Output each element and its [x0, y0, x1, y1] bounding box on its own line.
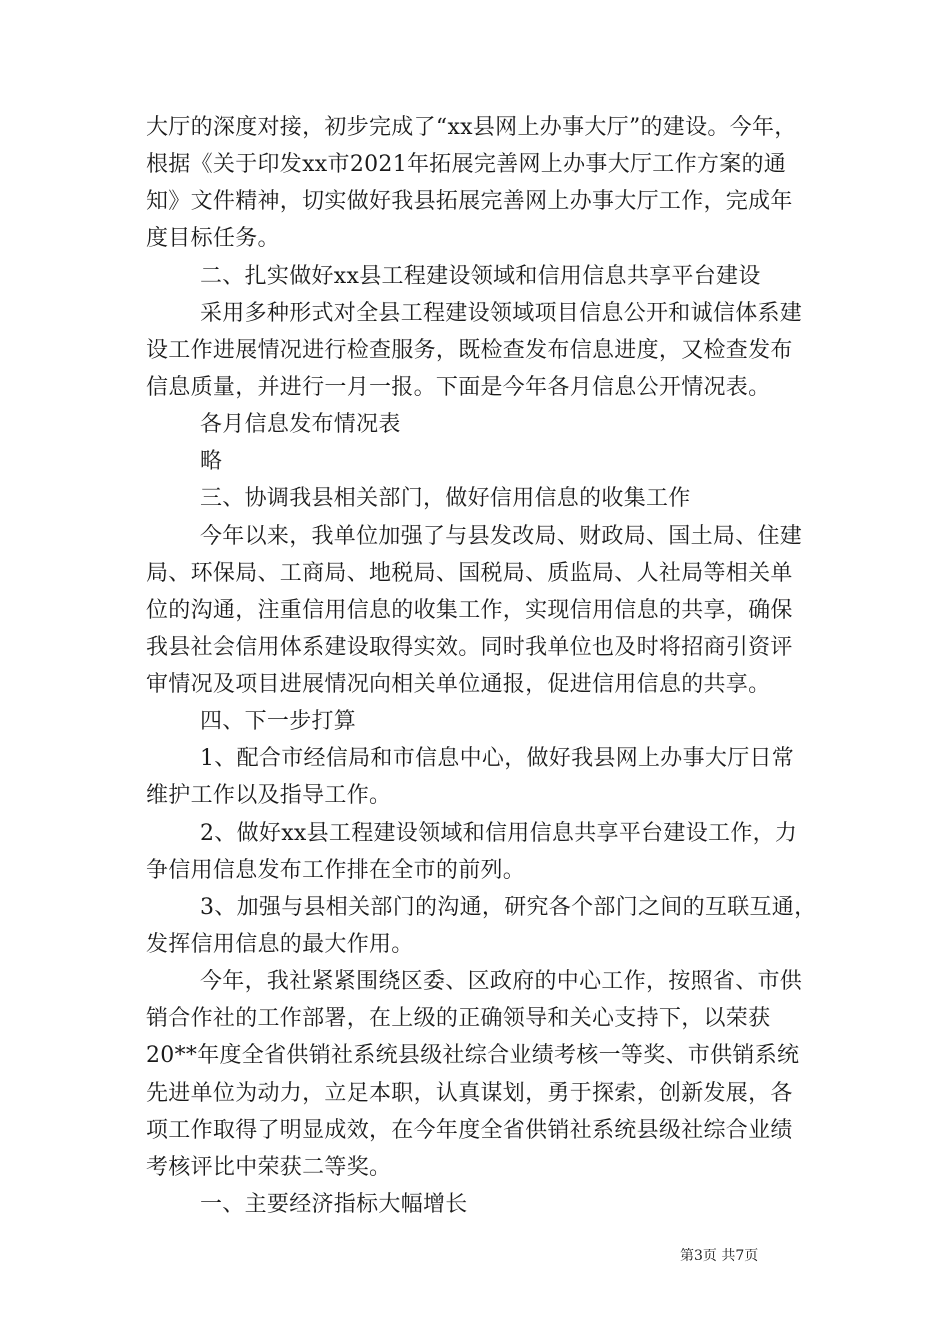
table-omitted-note: 略 — [200, 449, 223, 474]
body-text-line: 销合作社的工作部署，在上级的正确领导和关心支持下，以荣获 — [146, 1006, 771, 1031]
list-item-1: 1、配合市经信局和市信息中心，做好我县网上办事大厅日常 — [200, 746, 795, 771]
body-text-line: 今年，我社紧紧围绕区委、区政府的中心工作，按照省、市供 — [200, 969, 803, 994]
body-text-line: 位的沟通，注重信用信息的收集工作，实现信用信息的共享，确保 — [146, 598, 793, 623]
section-heading-3: 三、协调我县相关部门，做好信用信息的收集工作 — [200, 486, 691, 511]
body-text-line: 我县社会信用体系建设取得实效。同时我单位也及时将招商引资评 — [146, 635, 793, 660]
body-text-line: 大厅的深度对接，初步完成了“xx县网上办事大厅”的建设。今年， — [146, 115, 797, 140]
body-text-line: 局、环保局、工商局、地税局、国税局、质监局、人社局等相关单 — [146, 561, 793, 586]
body-text-line: 争信用信息发布工作排在全市的前列。 — [146, 858, 526, 883]
page-number-footer: 第3页 共7页 — [680, 1248, 759, 1264]
body-text-line: 知》文件精神，切实做好我县拓展完善网上办事大厅工作，完成年 — [146, 189, 793, 214]
table-caption: 各月信息发布情况表 — [200, 412, 401, 437]
body-text-line: 根据《关于印发xx市2021年拓展完善网上办事大厅工作方案的通 — [146, 152, 787, 177]
list-item-2: 2、做好xx县工程建设领域和信用信息共享平台建设工作，力 — [200, 821, 798, 846]
body-text-line: 先进单位为动力，立足本职，认真谋划，勇于探索，创新发展，各 — [146, 1081, 793, 1106]
list-item-3: 3、加强与县相关部门的沟通，研究各个部门之间的互联互通， — [200, 895, 817, 920]
body-text-line: 20**年度全省供销社系统县级社综合业绩考核一等奖、市供销系统 — [146, 1043, 800, 1068]
section-heading-2: 二、扎实做好xx县工程建设领域和信用信息共享平台建设 — [200, 264, 761, 289]
section-heading-1: 一、主要经济指标大幅增长 — [200, 1192, 468, 1217]
body-text-line: 设工作进展情况进行检查服务，既检查发布信息进度，又检查发布 — [146, 338, 793, 363]
body-text-line: 维护工作以及指导工作。 — [146, 783, 392, 808]
body-text-line: 信息质量，并进行一月一报。下面是今年各月信息公开情况表。 — [146, 375, 771, 400]
body-text-line: 项工作取得了明显成效，在今年度全省供销社系统县级社综合业绩 — [146, 1118, 793, 1143]
body-text-line: 审情况及项目进展情况向相关单位通报，促进信用信息的共享。 — [146, 672, 771, 697]
body-text-line: 度目标任务。 — [146, 226, 280, 251]
body-text-line: 发挥信用信息的最大作用。 — [146, 932, 414, 957]
body-text-line: 考核评比中荣获二等奖。 — [146, 1155, 392, 1180]
body-text-line: 今年以来，我单位加强了与县发改局、财政局、国土局、住建 — [200, 524, 803, 549]
section-heading-4: 四、下一步打算 — [200, 709, 357, 734]
body-text-line: 采用多种形式对全县工程建设领域项目信息公开和诚信体系建 — [200, 301, 803, 326]
